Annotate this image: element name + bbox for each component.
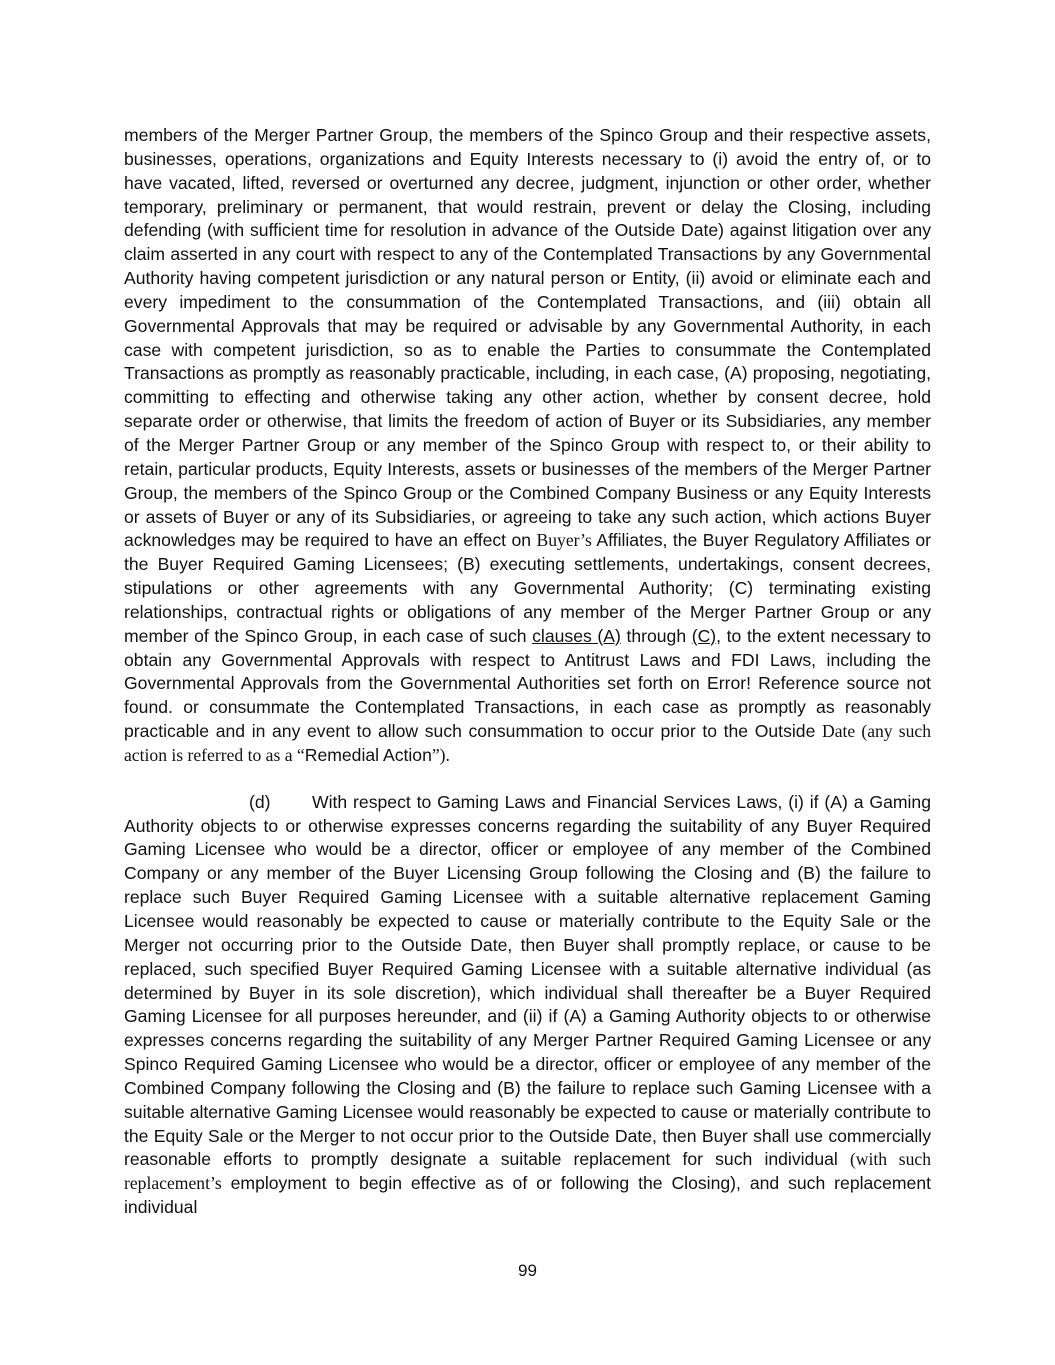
defined-term-remedial-action: Remedial Action: [304, 744, 432, 765]
text-run: , to the extent necessary to obtain any Governmental Approvals with respect to Antitrust Laws and FDI Laws, including the Governmental Approvals from the Governmental Authorities set forth on Error! Reference source not found. or consummate the Contemplated Transactions, in each case as promptly as reasonably practicable and in any event to allow such consummation to occur prior to the Outside: [124, 625, 931, 742]
text-run: With respect to Gaming Laws and Financial Services Laws, (i) if (A) a Gaming Authority objects to or otherwise expresses concerns regarding the suitability of any Buyer Required Gaming Licensee who would be a director, officer or employee of any member of the Combined Company or any member of the Buyer Licensing Group following the Closing and (B) the failure to replace such Buyer Required Gaming Licensee with a suitable alternative replacement Gaming Licensee would reasonably be expected to cause or materially contribute to the Equity Sale or the Merger not occurring prior to the Outside Date, then Buyer shall promptly replace, or cause to be replaced, such specified Buyer Required Gaming Licensee with a suitable alternative individual (as determined by Buyer in its sole discretion), which individual shall thereafter be a Buyer Required Gaming Licensee for all purposes hereunder, and (ii) if (A) a Gaming Authority objects to or otherwise expresses concerns regarding the suitability of any Merger Partner Required Gaming Licensee or any Spinco Required Gaming Licensee who would be a director, officer or employee of any member of the Combined Company following the Closing and (B) the failure to replace such Gaming Licensee with a suitable alternative Gaming Licensee would reasonably be expected to cause or materially contribute to the Equity Sale or the Merger to not occur prior to the Outside Date, then Buyer shall use commercially reasonable efforts to promptly designate a suitable replacement for such individual: [124, 791, 931, 1170]
clause-reference-a: clauses (A): [532, 625, 621, 646]
document-page: [124, 124, 931, 1220]
paragraph-c-continuation: [124, 124, 931, 768]
text-run: employment to begin effective as of or following the Closing), and such replacement individual: [124, 1173, 931, 1218]
text-run: members of the Merger Partner Group, the members of the Spinco Group and their respective assets, businesses, operations, organizations and Equity Interests necessary to (i) avoid the entry of, or to have vacated, lifted, reversed or overturned any decree, judgment, injunction or other order, whether temporary, preliminary or permanent, that would restrain, prevent or delay the Closing, including defending (with sufficient time for resolution in advance of the Outside Date) against litigation over any claim asserted in any court with respect to any of the Contemplated Transactions by any Governmental Authority having competent jurisdiction or any natural person or Entity, (ii) avoid or eliminate each and every impediment to the consummation of the Contemplated Transactions, and (iii) obtain all Governmental Approvals that may be required or advisable by any Governmental Authority, in each case with competent jurisdiction, so as to enable the Parties to consummate the Contemplated Transactions as promptly as reasonably practicable, including, in each case, (A) proposing, negotiating, committing to effecting and otherwise taking any other action, whether by consent decree, hold separate order or otherwise, that limits the freedom of action of Buyer or its Subsidiaries, any member of the Merger Partner Group or any member of the Spinco Group with respect to, or their ability to retain, particular products, Equity Interests, assets or businesses of the members of the Merger Partner Group, the members of the Spinco Group or the Combined Company Business or any Equity Interests or assets of Buyer or any of its Subsidiaries, or agreeing to take any such action, which actions Buyer acknowledges may be required to have an effect on: [124, 125, 931, 551]
text-run-serif: Date (any such action is referred to as a “: [124, 721, 931, 765]
text-run: through: [620, 625, 692, 646]
paragraph-label: (d): [249, 791, 271, 812]
text-run-buyers: Buyer’s: [536, 530, 592, 551]
text-run-serif: ”).: [431, 744, 450, 765]
text-run: Affiliates, the Buyer Regulatory Affiliates or the Buyer Required Gaming Licensees; (B) executing settlements, undertakings, consent decrees, stipulations or other agreements with any Governmental Authority; (C) terminating existing relationships, contractual rights or obligations of any member of the Merger Partner Group or any member of the Spinco Group, in each case of such: [124, 530, 931, 646]
clause-reference-c: (C): [691, 625, 717, 646]
paragraph-d: [124, 791, 931, 1220]
page-number: 99: [518, 1261, 537, 1280]
text-run-serif: (with such replacement’s: [124, 1149, 931, 1194]
